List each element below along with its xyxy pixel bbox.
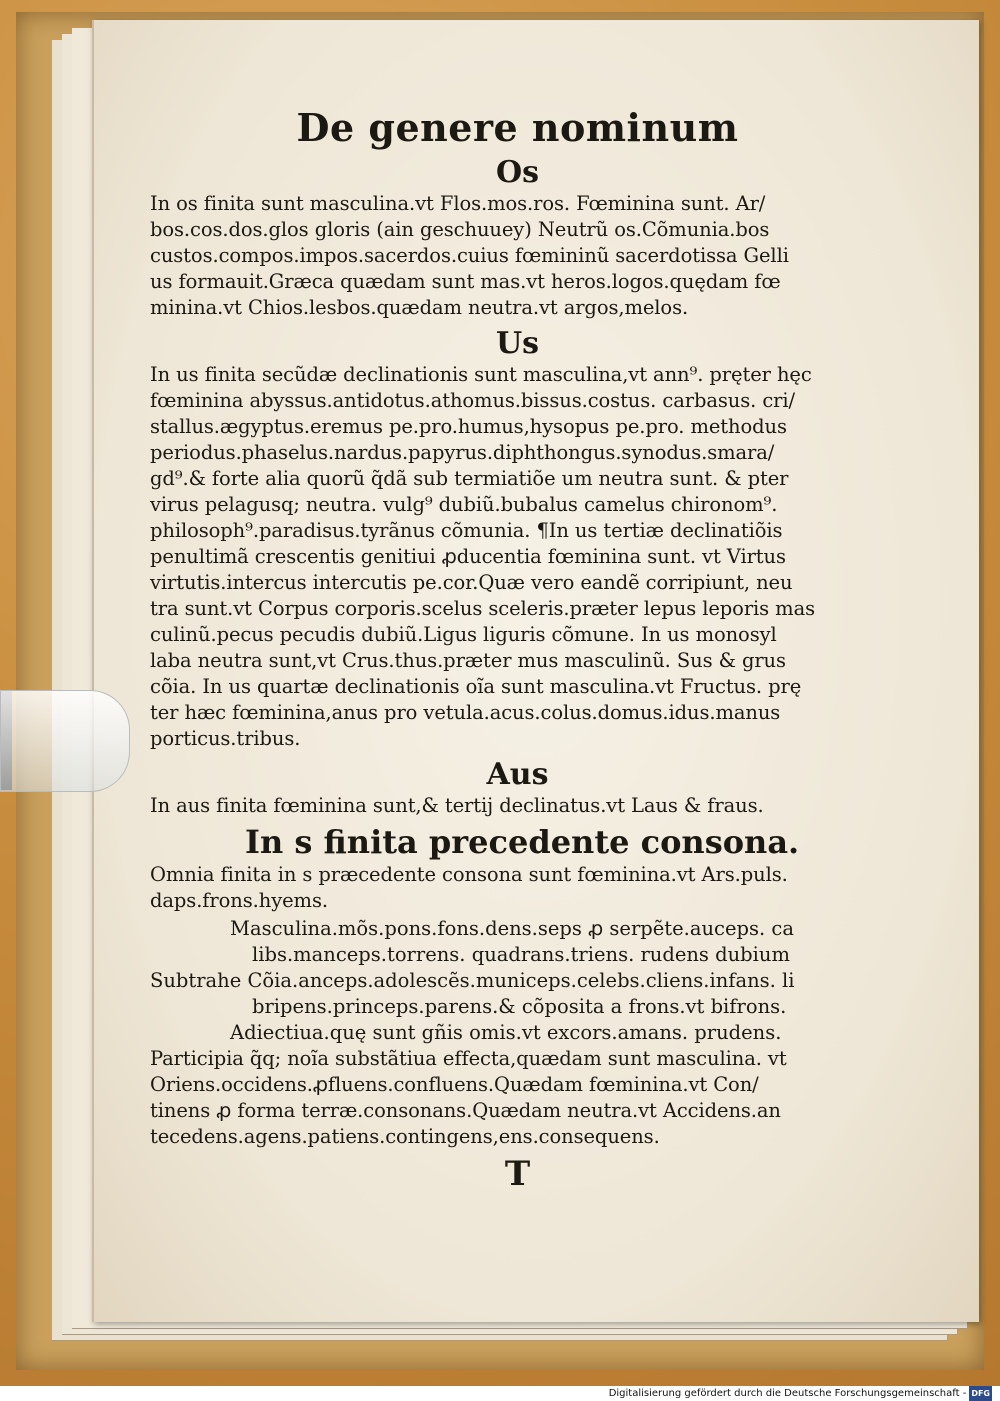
- catchword: T: [504, 1154, 531, 1195]
- footer-credit: [609, 1386, 992, 1401]
- text-line: Adiectiua.quę sunt gñis omis.vt excors.amans. prudens.: [230, 1021, 782, 1045]
- text-line: stallus.ægyptus.eremus pe.pro.humus,hysopus pe.pro. methodus: [150, 415, 787, 438]
- text-line: tinens ꝓ forma terræ.consonans.Quædam neutra.vt Accidens.an: [150, 1099, 781, 1123]
- section-paragraph: [150, 1046, 885, 1150]
- section-paragraph: [150, 862, 885, 914]
- dfg-logo: DFG: [969, 1386, 992, 1401]
- text-line: Masculina.mõs.pons.fons.dens.seps ꝓ serpẽte.auceps. ca: [230, 917, 794, 941]
- text-line: In os finita sunt masculina.vt Flos.mos.ros. Fœminina sunt. Ar/: [150, 192, 766, 215]
- text-line: Omnia finita in s præcedente consona sunt fœminina.vt Ars.puls.: [150, 863, 788, 887]
- text-line: bripens.princeps.parens.& cõposita a frons.vt bifrons.: [252, 995, 787, 1019]
- text-line: bos.cos.dos.glos gloris (ain geschuuey) Neutrũ os.Cõmunia.bos: [150, 218, 770, 241]
- text-line: gd⁹.& forte alia quorũ q̃dã sub termiatiõe um neutra sunt. & pter: [150, 467, 789, 490]
- section-paragraph: [150, 793, 885, 819]
- section-paragraph: [150, 191, 885, 321]
- text-line: Participia q̃q; noĩa substãtiua effecta,quædam sunt masculina. vt: [150, 1047, 787, 1071]
- text-line: fœminina abyssus.antidotus.athomus.bissus.costus. carbasus. cri/: [150, 389, 795, 412]
- text-line: culinũ.pecus pecudis dubiũ.Ligus liguris cõmune. In us monosyl: [150, 623, 777, 646]
- text-line: In us finita secũdæ declinationis sunt masculina,vt ann⁹. pręter hęc: [150, 363, 812, 386]
- section-heading: Aus: [486, 757, 549, 792]
- text-line: us formauit.Græca quædam sunt mas.vt heros.logos.quędam fœ: [150, 270, 781, 293]
- text-line: libs.manceps.torrens. quadrans.triens. rudens dubium: [252, 943, 790, 967]
- page-clip: [0, 690, 130, 792]
- text-line: tecedens.agens.patiens.contingens,ens.consequens.: [150, 1125, 660, 1149]
- section-heading: Us: [495, 326, 540, 361]
- text-line: minina.vt Chios.lesbos.quædam neutra.vt argos,melos.: [150, 296, 689, 319]
- section-heading: In s finita precedente consona.: [245, 823, 800, 861]
- text-line: porticus.tribus.: [150, 727, 301, 750]
- text-line: daps.frons.hyems.: [150, 889, 328, 913]
- footer-bar: [0, 1386, 1000, 1401]
- text-line: custos.compos.impos.sacerdos.cuius fœmininũ sacerdotissa Gelli: [150, 244, 789, 267]
- text-line: virus pelagusq; neutra. vulg⁹ dubiũ.bubalus camelus chironom⁹.: [150, 493, 778, 516]
- text-line: Subtrahe Cõia.anceps.adolescẽs.municeps.celebs.cliens.infans. li: [150, 969, 795, 993]
- text-line: penultimã crescentis genitiui ꝓducentia fœminina sunt. vt Virtus: [150, 545, 786, 568]
- footer-credit-text: Digitalisierung gefördert durch die Deutsche Forschungsgemeinschaft -: [608, 1388, 967, 1399]
- text-line: periodus.phaselus.nardus.papyrus.diphthongus.synodus.smara/: [150, 441, 775, 464]
- brace-list: [150, 916, 885, 1046]
- text-line: tra sunt.vt Corpus corporis.scelus sceleris.præter lepus leporis mas: [150, 597, 816, 620]
- text-line: ter hæc fœminina,anus pro vetula.acus.colus.domus.idus.manus: [150, 701, 781, 724]
- page-text: [150, 105, 885, 1194]
- text-line: Oriens.occidens.ꝓfluens.confluens.Quædam fœminina.vt Con/: [150, 1073, 759, 1097]
- text-line: virtutis.intercus intercutis pe.cor.Quæ vero eandẽ corripiunt, neu: [150, 571, 793, 594]
- text-line: philosoph⁹.paradisus.tyrãnus cõmunia. ¶In us tertiæ declinatiõis: [150, 519, 783, 542]
- text-line: In aus finita fœminina sunt,& tertij declinatus.vt Laus & fraus.: [150, 794, 764, 817]
- section-paragraph: [150, 362, 885, 752]
- section-heading: Os: [495, 155, 540, 190]
- text-line: cõia. In us quartæ declinationis oĩa sunt masculina.vt Fructus. prę: [150, 675, 802, 698]
- text-line: laba neutra sunt,vt Crus.thus.præter mus masculinũ. Sus & grus: [150, 649, 786, 672]
- page-title: De genere nominum: [296, 105, 739, 150]
